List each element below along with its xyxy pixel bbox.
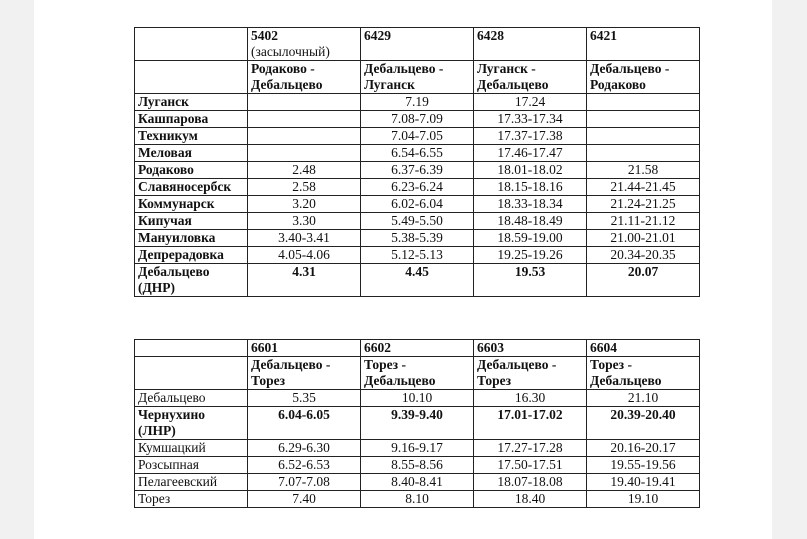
time-cell: 3.30 [248,213,361,230]
time-cell: 21.11-21.12 [587,213,700,230]
station-row [135,162,700,179]
time-cell: 2.48 [248,162,361,179]
station-name: Чернухино (ЛНР) [135,407,248,440]
route-cell: Родаково - Дебальцево [248,61,361,94]
time-cell: 16.30 [474,390,587,407]
time-cell: 5.12-5.13 [361,247,474,264]
document-page [34,0,772,539]
route-row [135,357,700,390]
time-cell: 18.40 [474,491,587,508]
station-row [135,111,700,128]
time-cell [248,128,361,145]
station-row [135,128,700,145]
station-row [135,390,700,407]
time-cell: 17.24 [474,94,587,111]
route-cell: Дебальцево - Родаково [587,61,700,94]
route-corner [135,61,248,94]
station-row [135,213,700,230]
station-row [135,145,700,162]
time-cell: 20.34-20.35 [587,247,700,264]
time-cell: 9.16-9.17 [361,440,474,457]
time-cell: 21.10 [587,390,700,407]
time-cell: 18.33-18.34 [474,196,587,213]
time-cell: 21.24-21.25 [587,196,700,213]
time-cell: 20.39-20.40 [587,407,700,440]
route-cell: Дебальцево - Торез [474,357,587,390]
train-number-cell: 6604 [587,340,700,357]
time-cell: 7.19 [361,94,474,111]
time-cell: 21.44-21.45 [587,179,700,196]
station-name: Торез [135,491,248,508]
time-cell: 18.48-18.49 [474,213,587,230]
time-cell: 6.52-6.53 [248,457,361,474]
time-cell: 17.01-17.02 [474,407,587,440]
time-cell: 8.55-8.56 [361,457,474,474]
station-name: Пелагеевский [135,474,248,491]
time-cell: 17.27-17.28 [474,440,587,457]
route-cell: Торез - Дебальцево [587,357,700,390]
time-cell: 18.15-18.16 [474,179,587,196]
time-cell: 6.23-6.24 [361,179,474,196]
time-cell: 18.07-18.08 [474,474,587,491]
train-number-cell: 5402 (засылочный) [248,28,361,61]
station-name: Розсыпная [135,457,248,474]
train-number-cell: 6603 [474,340,587,357]
train-number-cell: 6421 [587,28,700,61]
time-cell: 19.53 [474,264,587,297]
route-cell: Дебальцево - Луганск [361,61,474,94]
route-cell: Луганск - Дебальцево [474,61,587,94]
time-cell: 17.50-17.51 [474,457,587,474]
header-corner [135,340,248,357]
station-row [135,230,700,247]
station-name: Луганск [135,94,248,111]
time-cell: 4.45 [361,264,474,297]
time-cell [587,111,700,128]
time-cell: 4.05-4.06 [248,247,361,264]
time-cell: 10.10 [361,390,474,407]
station-name: Коммунарск [135,196,248,213]
train-number-row [135,28,700,61]
time-cell: 2.58 [248,179,361,196]
time-cell: 17.37-17.38 [474,128,587,145]
time-cell: 8.10 [361,491,474,508]
time-cell: 6.37-6.39 [361,162,474,179]
time-cell: 5.49-5.50 [361,213,474,230]
time-cell: 9.39-9.40 [361,407,474,440]
time-cell: 3.20 [248,196,361,213]
station-row [135,474,700,491]
timetable-1 [134,27,700,297]
station-row [135,491,700,508]
train-note: (засылочный) [251,44,330,59]
time-cell: 7.04-7.05 [361,128,474,145]
time-cell: 5.35 [248,390,361,407]
header-corner [135,28,248,61]
time-cell: 6.02-6.04 [361,196,474,213]
station-row [135,440,700,457]
time-cell: 6.29-6.30 [248,440,361,457]
time-cell: 7.07-7.08 [248,474,361,491]
station-row [135,179,700,196]
route-cell: Дебальцево - Торез [248,357,361,390]
station-row [135,196,700,213]
route-corner [135,357,248,390]
time-cell: 18.59-19.00 [474,230,587,247]
time-cell [248,94,361,111]
station-name: Кашпарова [135,111,248,128]
station-row [135,94,700,111]
time-cell: 19.55-19.56 [587,457,700,474]
time-cell: 20.07 [587,264,700,297]
station-name: Кипучая [135,213,248,230]
time-cell [587,145,700,162]
station-name: Меловая [135,145,248,162]
time-cell: 20.16-20.17 [587,440,700,457]
time-cell: 21.00-21.01 [587,230,700,247]
highlight-station-row [135,407,700,440]
time-cell: 17.46-17.47 [474,145,587,162]
train-number-cell: 6428 [474,28,587,61]
time-cell: 17.33-17.34 [474,111,587,128]
train-number-cell: 6602 [361,340,474,357]
train-number-cell: 6429 [361,28,474,61]
station-row [135,247,700,264]
time-cell [587,94,700,111]
time-cell: 8.40-8.41 [361,474,474,491]
train-number-row [135,340,700,357]
time-cell: 5.38-5.39 [361,230,474,247]
time-cell: 4.31 [248,264,361,297]
time-cell: 19.10 [587,491,700,508]
station-name: Родаково [135,162,248,179]
station-row [135,457,700,474]
station-name: Славяносербск [135,179,248,196]
time-cell: 6.54-6.55 [361,145,474,162]
timetable-2 [134,339,700,508]
time-cell: 7.40 [248,491,361,508]
final-station-row [135,264,700,297]
station-name: Депрерадовка [135,247,248,264]
time-cell [587,128,700,145]
route-row [135,61,700,94]
time-cell [248,145,361,162]
station-name: Дебальцево (ДНР) [135,264,248,297]
time-cell: 21.58 [587,162,700,179]
station-name: Мануиловка [135,230,248,247]
time-cell [248,111,361,128]
time-cell: 18.01-18.02 [474,162,587,179]
time-cell: 19.40-19.41 [587,474,700,491]
route-cell: Торез - Дебальцево [361,357,474,390]
time-cell: 3.40-3.41 [248,230,361,247]
time-cell: 7.08-7.09 [361,111,474,128]
time-cell: 6.04-6.05 [248,407,361,440]
station-name: Дебальцево [135,390,248,407]
train-number-cell: 6601 [248,340,361,357]
station-name: Техникум [135,128,248,145]
time-cell: 19.25-19.26 [474,247,587,264]
station-name: Кумшацкий [135,440,248,457]
